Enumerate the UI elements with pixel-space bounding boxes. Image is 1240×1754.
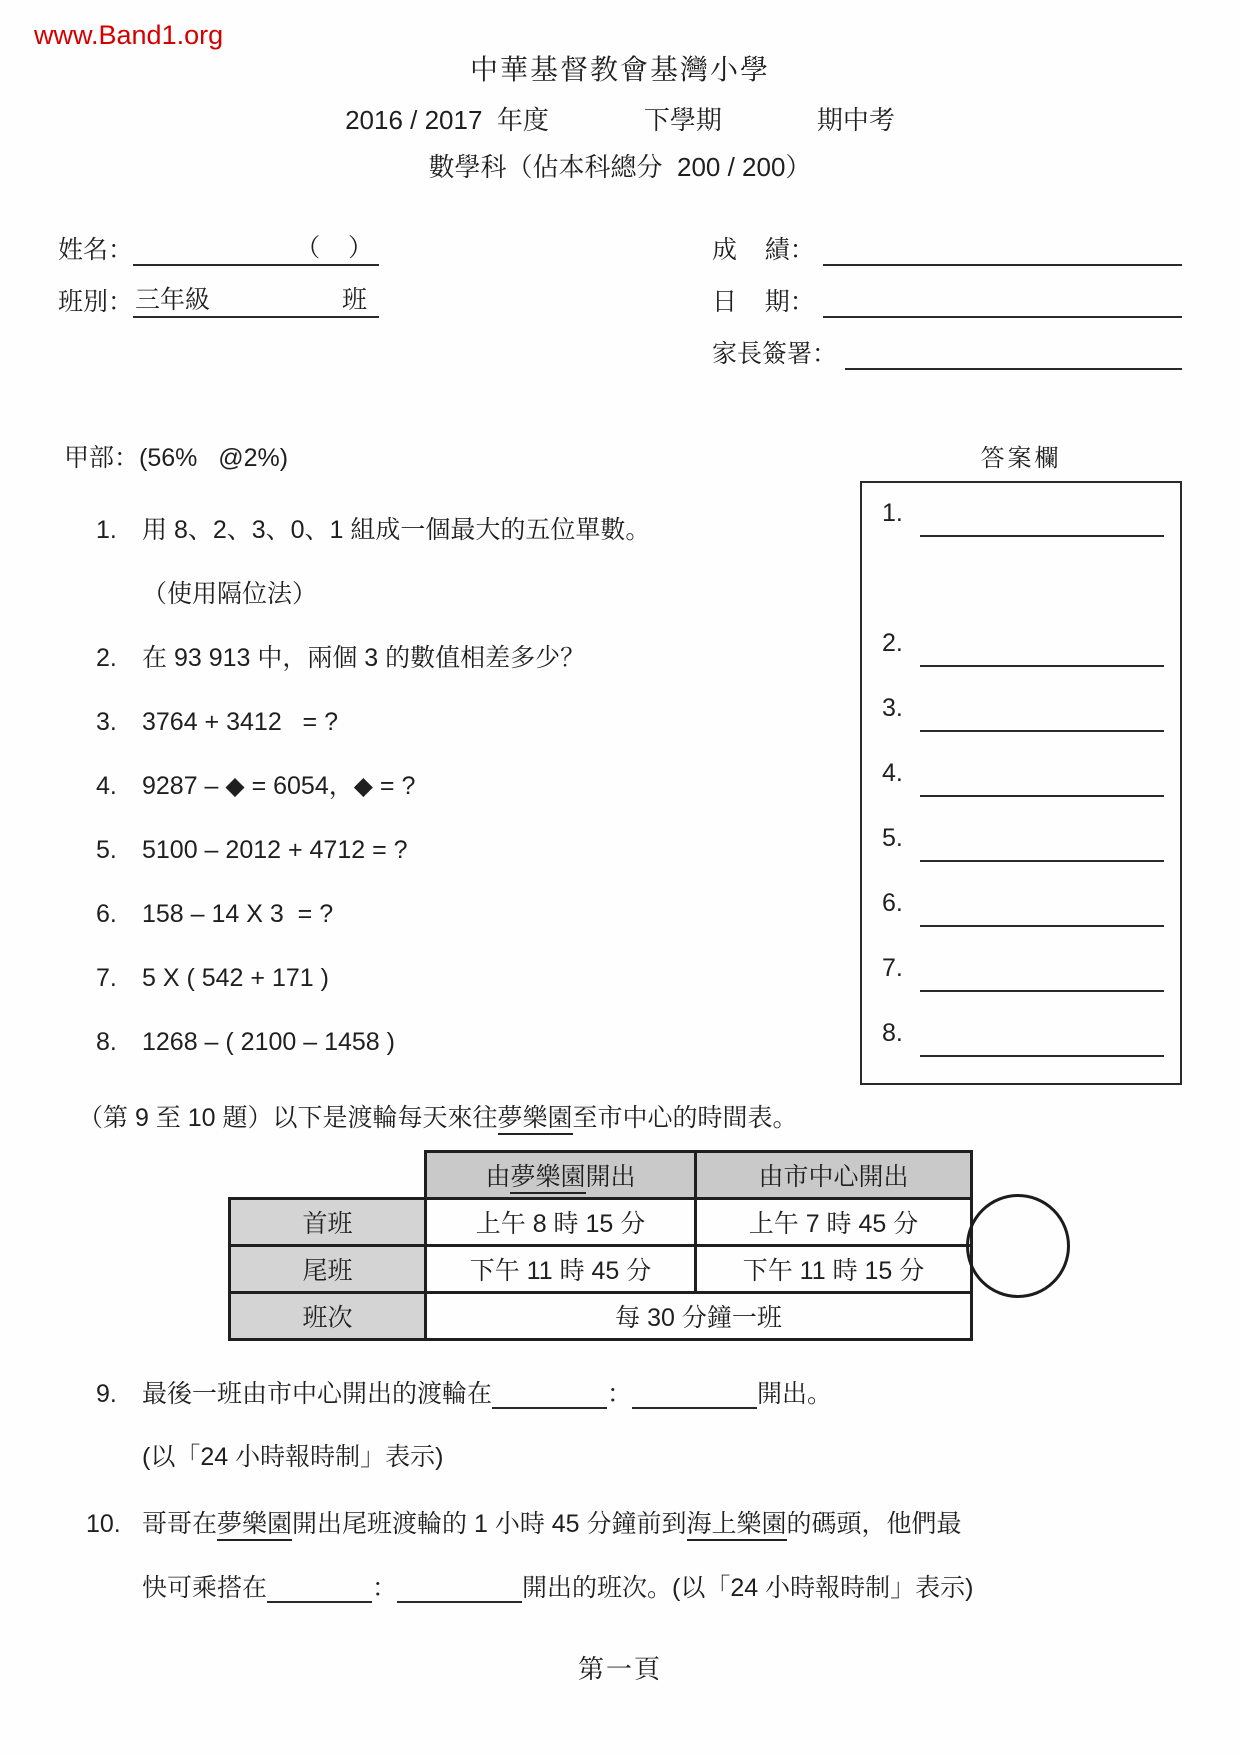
- question-10-line1: [142, 1509, 962, 1539]
- row-label: 班次: [230, 1293, 426, 1340]
- question-text: 5100 – 2012 + 4712 = ?: [142, 836, 408, 864]
- question-9: [58, 1379, 1182, 1409]
- table-corner-cell: [230, 1152, 426, 1199]
- answer-number: 6.: [882, 889, 903, 917]
- ferry-intro: [58, 1098, 1182, 1134]
- section-a: [58, 438, 1182, 1092]
- q9-colon: ：: [607, 1380, 633, 1408]
- q10-line2-part2: 開出的班次。(以「24 小時報時制」表示): [522, 1574, 974, 1602]
- answer-row-2: [882, 629, 1164, 694]
- q10-underlined-park: 夢樂園: [217, 1510, 292, 1541]
- question-text: 158 – 14 X 3 = ?: [142, 900, 334, 928]
- date-line: [712, 282, 1182, 318]
- last-ferry-park: 下午 11 時 45 分: [426, 1246, 696, 1293]
- question-5: [58, 836, 860, 864]
- q9-text-before: 最後一班由市中心開出的渡輪在: [142, 1380, 493, 1408]
- question-text: 5 X ( 542 + 171 ): [142, 964, 329, 992]
- table-row-frequency: [230, 1293, 972, 1340]
- answers-column: [860, 438, 1182, 1085]
- date-label: 日 期：: [712, 288, 815, 316]
- year-term-line: [58, 100, 1182, 137]
- question-1-subtext: （使用隔位法）: [142, 580, 318, 608]
- watermark-text: www.Band1.org: [34, 20, 224, 50]
- question-number: 4.: [96, 772, 117, 800]
- score-circle: [966, 1194, 1070, 1298]
- school-year: 2016 / 2017 年度: [345, 105, 549, 135]
- name-label: 姓名：: [58, 236, 134, 264]
- question-number: 10.: [86, 1510, 121, 1538]
- answer-row-1: [882, 499, 1164, 564]
- school-name: 中華基督教會基灣小學: [469, 54, 770, 85]
- ferry-intro-underlined: 夢樂園: [498, 1104, 573, 1135]
- answers-column-title: 答案欄: [980, 445, 1062, 472]
- row-label: 首班: [230, 1199, 426, 1246]
- question-number: 7.: [96, 964, 117, 992]
- answer-row-4: [882, 759, 1164, 824]
- answer-line: [920, 824, 1164, 862]
- question-text: 3764 + 3412 = ?: [142, 708, 339, 736]
- exam-type: 期中考: [816, 105, 895, 135]
- question-number: 6.: [96, 900, 117, 928]
- answer-row-8: [882, 1019, 1164, 1084]
- first-ferry-city: 上午 7 時 45 分: [696, 1199, 972, 1246]
- answer-row-7: [882, 954, 1164, 1019]
- table-header-row: [230, 1152, 972, 1199]
- q10-part3: 的碼頭，他們最: [786, 1510, 962, 1538]
- question-number: 3.: [96, 708, 117, 736]
- name-line: [58, 230, 503, 266]
- answer-line: [920, 954, 1164, 992]
- question-text: 9287 – ◆ = 6054，◆ = ?: [142, 772, 416, 800]
- answer-row-3: [882, 694, 1164, 759]
- answer-line: [920, 629, 1164, 667]
- q9-text-after: 開出。: [757, 1380, 833, 1408]
- header-text: 由: [485, 1163, 511, 1191]
- page-number: 第一頁: [577, 1654, 662, 1684]
- question-number: 9.: [96, 1380, 117, 1408]
- question-8: [58, 1028, 860, 1056]
- row-label: 尾班: [230, 1246, 426, 1293]
- signature-line: [712, 334, 1182, 370]
- ferry-timetable: [228, 1150, 973, 1341]
- question-text: 用 8、2、3、0、1 組成一個最大的五位單數。: [142, 516, 651, 544]
- questions-column: [58, 438, 860, 1092]
- answer-number: 3.: [882, 694, 903, 722]
- q10-line2-part1: 快可乘搭在: [142, 1574, 268, 1602]
- score-blank: [823, 264, 1182, 266]
- class-value: 三年級: [135, 286, 211, 314]
- date-blank: [823, 316, 1182, 318]
- subject-line: 數學科（佔本科總分 200 / 200）: [428, 152, 812, 182]
- answer-number: 2.: [882, 629, 903, 657]
- answer-line: [920, 759, 1164, 797]
- name-blank: [133, 228, 379, 266]
- last-ferry-city: 下午 11 時 15 分: [696, 1246, 972, 1293]
- ferry-intro-suffix: 至市中心的時間表。: [572, 1104, 798, 1132]
- header-underlined: 夢樂園: [510, 1163, 585, 1194]
- frequency-value: 每 30 分鐘一班: [426, 1293, 972, 1340]
- student-info-right: [712, 230, 1182, 386]
- question-number: 1.: [96, 516, 117, 544]
- student-info-section: [58, 230, 1182, 386]
- question-3: [58, 708, 860, 736]
- q10-part1: 哥哥在: [142, 1510, 218, 1538]
- signature-label: 家長簽署：: [712, 340, 838, 368]
- question-text: 在 93 913 中，兩個 3 的數值相差多少？: [142, 644, 586, 672]
- class-label: 班別：: [58, 288, 134, 316]
- question-1: [58, 516, 860, 544]
- table-row-first: [230, 1199, 972, 1246]
- question-10: [58, 1509, 1182, 1539]
- question-text: 1268 – ( 2100 – 1458 ): [142, 1028, 395, 1056]
- question-number: 5.: [96, 836, 117, 864]
- answer-number: 7.: [882, 954, 903, 982]
- q10-part2: 開出尾班渡輪的 1 小時 45 分鐘前到: [292, 1510, 687, 1538]
- class-line: [58, 282, 503, 318]
- answer-number: 5.: [882, 824, 903, 852]
- answer-line: [920, 889, 1164, 927]
- name-paren: （ ）: [295, 234, 374, 262]
- question-4: [58, 772, 860, 800]
- question-9-note: (以「24 小時報時制」表示): [142, 1443, 444, 1471]
- answer-blank-hour: [492, 1381, 607, 1409]
- question-10-line2: [142, 1573, 1182, 1603]
- class-blank: [133, 280, 379, 318]
- answer-line: [920, 499, 1164, 537]
- answer-blank-minute: [632, 1381, 757, 1409]
- answer-blank-minute: [397, 1575, 522, 1603]
- header-from-city: 由市中心開出: [696, 1152, 972, 1199]
- q10-colon: ：: [372, 1574, 398, 1602]
- table-row-last: [230, 1246, 972, 1293]
- question-7: [58, 964, 860, 992]
- class-suffix: 班: [342, 286, 368, 314]
- q10-underlined-ocean-park: 海上樂園: [687, 1510, 787, 1541]
- score-line: [712, 230, 1182, 266]
- header-from-park: [426, 1152, 696, 1199]
- answer-line: [920, 694, 1164, 732]
- score-label: 成 績：: [712, 236, 815, 264]
- question-number: 8.: [96, 1028, 117, 1056]
- question-9-body: [142, 1379, 832, 1409]
- section-a-title: 甲部：(56% @2%): [64, 444, 289, 472]
- question-6: [58, 900, 860, 928]
- question-2: [58, 644, 860, 672]
- ferry-intro-prefix: （第 9 至 10 題）以下是渡輪每天來往: [78, 1104, 498, 1132]
- answer-line: [920, 1019, 1164, 1057]
- answer-blank-hour: [267, 1575, 372, 1603]
- signature-blank: [845, 368, 1182, 370]
- question-number: 2.: [96, 644, 117, 672]
- answer-number: 4.: [882, 759, 903, 787]
- term: 下學期: [643, 105, 722, 135]
- header-text: 開出: [585, 1163, 636, 1191]
- first-ferry-park: 上午 8 時 15 分: [426, 1199, 696, 1246]
- answers-box: [860, 481, 1182, 1085]
- answer-row-6: [882, 889, 1164, 954]
- answer-number: 8.: [882, 1019, 903, 1047]
- student-info-left: [58, 230, 503, 386]
- answer-number: 1.: [882, 499, 903, 527]
- answer-row-5: [882, 824, 1164, 889]
